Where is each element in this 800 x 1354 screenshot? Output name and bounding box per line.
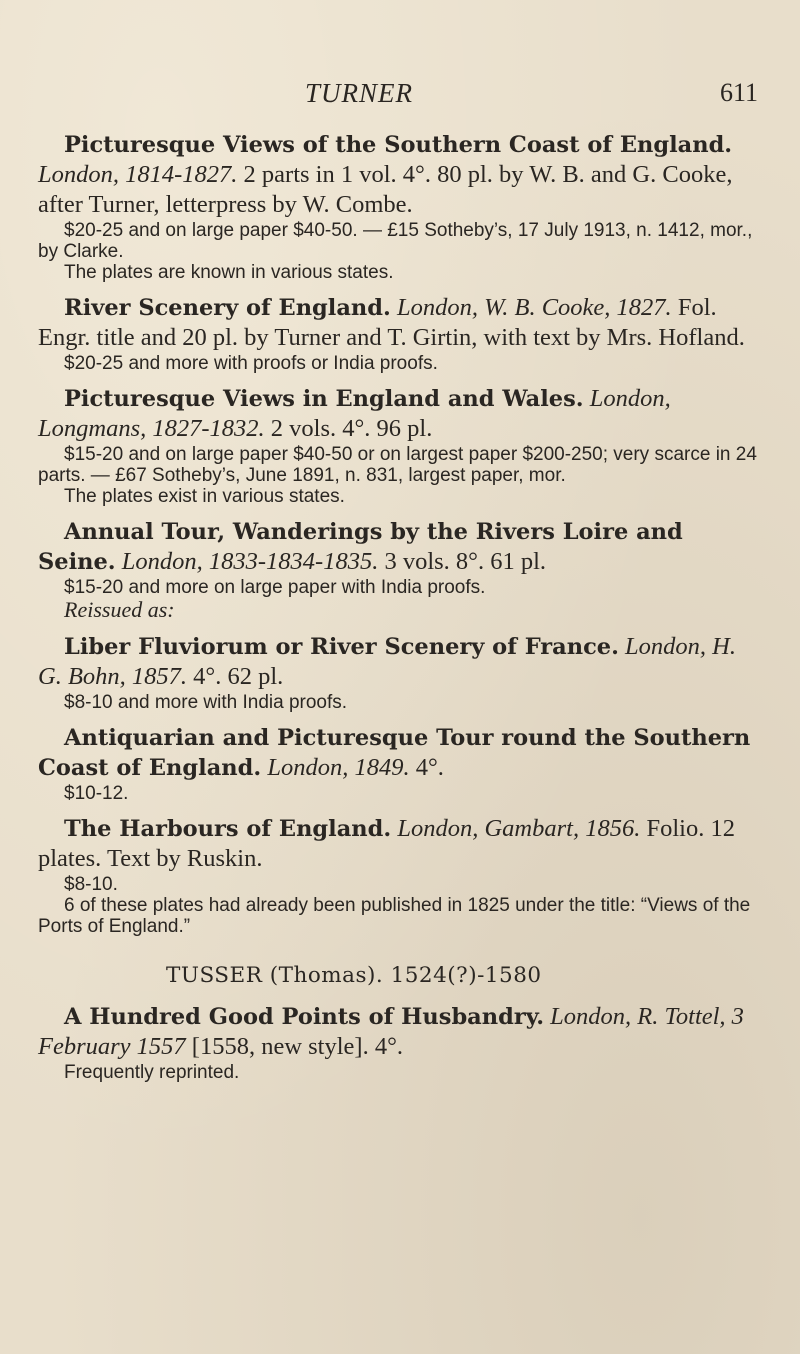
entry-description: 2 vols. 4°. 96 pl. (270, 415, 433, 442)
entry-title: Antiquarian and Picturesque Tour round the Southern Coast of England. (38, 725, 751, 781)
entry-title: Picturesque Views of the Southern Coast of England. (64, 132, 733, 158)
entry-description: 4°. 62 pl. (193, 663, 284, 690)
page-header (0, 78, 800, 112)
entry-citation (38, 1002, 760, 1062)
entry-imprint: London, Longmans, 1827-1832. (38, 385, 671, 442)
entry-citation (38, 632, 760, 692)
entry-title: Annual Tour, Wanderings by the Rivers Loire and Seine. (38, 519, 683, 575)
bibliography-entry (38, 723, 760, 804)
entry-imprint: London, H. G. Bohn, 1857. (38, 633, 736, 690)
entry-imprint: London, 1833-1834-1835. (121, 548, 379, 575)
bibliography-entry (38, 632, 760, 713)
entry-description: 2 parts in 1 vol. 4°. 80 pl. by W. B. and G. Cooke, after Turner, letterpress by W. Combe. (38, 161, 733, 218)
entry-note: $10-12. (64, 783, 129, 804)
entry-citation (38, 723, 760, 783)
entry-imprint: London, R. Tottel, 3 February 1557 (38, 1003, 744, 1060)
entry-citation (38, 814, 760, 874)
entry-description: Fol. Engr. title and 20 pl. by Turner and T. Girtin, with text by Mrs. Hofland. (38, 294, 745, 351)
entry-citation (38, 517, 760, 577)
entry-note: The plates are known in various states. (64, 262, 394, 283)
entry-imprint: London, W. B. Cooke, 1827. (396, 294, 672, 321)
entry-title: Picturesque Views in England and Wales. (64, 386, 584, 412)
entry-description: 3 vols. 8°. 61 pl. (384, 548, 547, 575)
entry-citation (38, 130, 760, 220)
page-number: 611 (719, 78, 758, 107)
entry-imprint: London, 1814-1827. (38, 161, 238, 188)
entry-title: The Harbours of England. (64, 816, 392, 842)
entry-note: $8-10 and more with India proofs. (64, 692, 348, 713)
bibliography-entry (38, 130, 760, 283)
entry-citation (38, 384, 760, 444)
bibliography-entry (38, 1002, 760, 1083)
entry-imprint: London, Gambart, 1856. (397, 815, 641, 842)
bibliography-entry (38, 293, 760, 374)
entry-note: $15-20 and more on large paper with India proofs. (64, 577, 486, 598)
entry-title: River Scenery of England. (64, 295, 391, 321)
entry-note: $20-25 and more with proofs or India proofs. (64, 353, 438, 374)
entry-description: [1558, new style]. 4°. (191, 1033, 404, 1060)
bibliography-entry (38, 517, 760, 622)
entry-note: 6 of these plates had already been published in 1825 under the title: “Views of the Ports of England.” (38, 895, 751, 937)
entry-note: The plates exist in various states. (64, 486, 345, 507)
entry-description: 4°. (415, 754, 444, 781)
entry-note: $8-10. (64, 874, 118, 895)
entry-description: Folio. 12 plates. Text by Ruskin. (38, 815, 735, 872)
reissue-label: Reissued as: (64, 597, 175, 622)
bibliography-entry (38, 814, 760, 937)
running-head: TURNER (305, 78, 414, 108)
author-heading: TUSSER (Thomas). 1524(?)-1580 (166, 963, 542, 988)
entry-note: $15-20 and on large paper $40-50 or on largest paper $200-250; very scarce in 24 parts. — £67 Sotheby’s, June 1891, n. 831, largest paper, mor. (38, 444, 757, 486)
entry-citation (38, 293, 760, 353)
entry-title: Liber Fluviorum or River Scenery of France. (64, 634, 619, 660)
bibliography-entry (38, 384, 760, 507)
entry-title: A Hundred Good Points of Husbandry. (64, 1004, 545, 1030)
page-body (38, 130, 760, 1093)
entry-imprint: London, 1849. (267, 754, 410, 781)
entry-note: $20-25 and on large paper $40-50. — £15 Sotheby’s, 17 July 1913, n. 1412, mor., by Clarke. (38, 220, 753, 262)
entry-note: Frequently reprinted. (64, 1062, 240, 1083)
